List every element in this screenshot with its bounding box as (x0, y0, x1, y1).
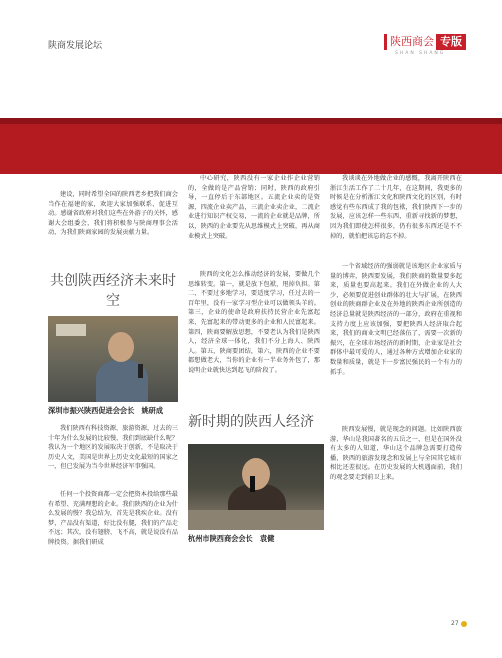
col3-paragraph-2: 一个省域经济的强弱就是该地区企业家质与量的博弈，陕西要发展，我们陕商的数量要多起来，质量也要高起来。我们在外做企业的人大少，必须要促进创业群体的壮大与扩展，在陕西创业的陕商群企业及在外地的陕西企业所创造的经济总量就是陕西经济的一部分，政府在重视和支持力度上应该加强，要把陕西人经济取合起来，我们的商业文明已经落伍了，需要一次新的振兴，在全球市场经济的新时期，企业家是社会群体中最可爱的人，通过各种方式增加企业家的数量和质量，就是下一步富民强民的一个有力的抓手。 (330, 263, 462, 376)
page-number-text: 27 (451, 620, 459, 627)
red-banner (0, 118, 502, 174)
col3-paragraph-3: 陕西发展慢，就是现念的问题。比如陕西旅游，华山是我国著名的五岳之一，但是在国外没有太多的人知道，华山这个品牌急需要打造传播，陕西的旅游发现念和发展上与全国其它城市相比还差很远。在历史发展的大机遇面前，我们的观念要走到前卫上来。 (330, 426, 462, 481)
col2-paragraph-1: 中心研究，陕西没有一家企业作企业营销的，全做的是产品营销；同时，陕西的政府引导，一直停后于东部地区。五流企业卖的是资源，四流企业卖产品，三流企业卖企业，二流企业进行知识产权交易，一流的企业就是品牌，所以，陕西的企业要先从思维模式上突破，再从商业模式上突破。 (188, 175, 320, 240)
col2-paragraph-2: 陕西的文化怎么推动经济的发展，要做几个思维转变。第一，就是放下包袱，甩掉负担。第二，不要过多地学习，要适度学习，任过去的一百年里，没有一家学习型企业可以做领头羊的。第三，企业的使命是政府扶持民营企业先富起来，先富起来的带动更多的企业和人民富起来。第四，陕商要解放思想，不要老认为我们是陕西人，经济全球一体化，我们不分上海人、陕西人。第五，陕商要团结，第六，陕西的企业不要都想做老大，当你的企业有一半业务外包了，那说明企业就快达到起飞的阶段了。 (188, 271, 320, 374)
red-banner-edge (0, 118, 502, 124)
article-title-2: 新时期的陕西人经济 (188, 414, 314, 430)
brand-logo (384, 34, 466, 50)
page-number (451, 620, 467, 627)
page-dot-icon (461, 621, 467, 627)
photo-caption-2: 杭州市陕西商会会长 袁健 (188, 534, 275, 543)
section-label: 陕商发展论坛 (48, 41, 103, 51)
brand-tag: 专版 (436, 34, 466, 50)
col1-paragraph-1: 建设，同时希望全国的陕西老乡把我们商会当作在福建的家，欢迎大家加强联系、促进互动。感谢省政府对我们这些在外游子的关怀，感谢大会组委会，我们将积极参与陕商理事会活动，为我们陕商家园的发展贡献力量。 (48, 191, 178, 237)
brand-name: 陕西商会 (390, 35, 434, 48)
brand-bar (384, 34, 387, 50)
col1-paragraph-3: 任何一个投资商都一定会把资本投给那些最有希望、充满理想的企业。我们陕西的企业为什么发展的慢？我总结为，首先是我疾企业。没有梦，产品没有渠道，好比没有腿，我们的产品走不远；其次，没有翅膀、飞不高，就是说没有品牌投资。据我们研成 (48, 491, 178, 546)
speaker-photo-1 (48, 316, 178, 402)
brand-subtitle: SHAN SHANG (395, 51, 446, 56)
col3-paragraph-1: 我谈谈在外地做企业的感慨，我离开陕西在浙江生活工作了二十几年，在这期间，我更多的时候是在分析浙江文化和陕西文化的区别，有时感觉有些东西成了我的包袱，我们陕西下一步的发展，应该怎样一些东西，重新寻找新的梦想，因为我们即使怎样很多，仍有很多东西还是不不掉的，就怕把该忘的忘不掉。 (330, 175, 462, 240)
photo-caption-1: 深圳市振兴陕西促进会会长 姚研成 (48, 406, 164, 415)
article-title-1: 共创陕西经济未来时空 (50, 273, 176, 309)
col1-paragraph-2: 我们陕西有科技资源、旅游资源，过去的三十年为什么发展的比较慢，我们到底缺什么呢？我认为一个地区的发展取决于创新，不是取决于历史人文，美国是世界上历史文化最短的国家之一，但已发展为当今世界经济军事强国。 (48, 425, 178, 471)
speaker-photo-2 (188, 444, 324, 530)
